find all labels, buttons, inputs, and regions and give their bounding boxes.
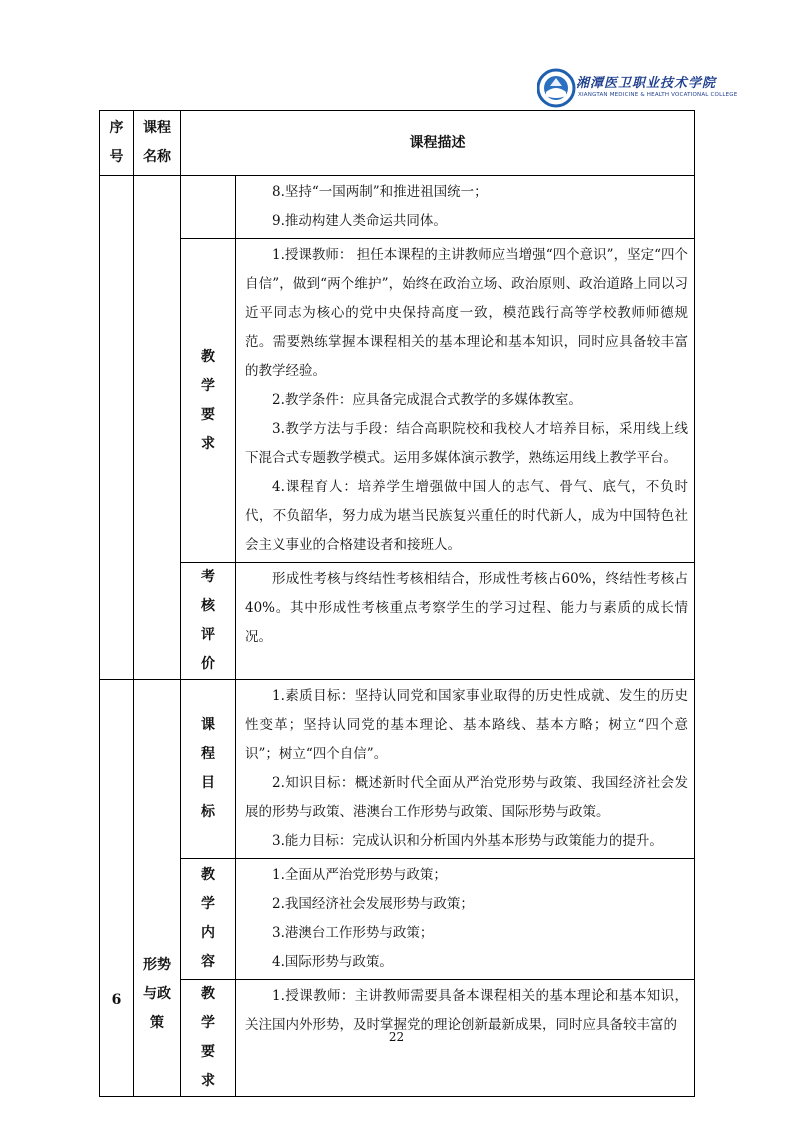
logo-subtitle: XIANGTAN MEDICINE & HEALTH VOCATIONAL COLLEGE — [578, 92, 738, 98]
goal-item: 3.能力目标：完成认识和分析国内外基本形势与政策能力的提升。 — [272, 833, 663, 849]
sub-label-assessment: 考核评价 — [181, 563, 236, 680]
page-number: 22 — [388, 1030, 405, 1044]
sub-label-teaching-req: 教学要求 — [181, 239, 236, 563]
cont-sub-empty — [181, 176, 236, 239]
sub-label-course-goal: 课程目标 — [181, 680, 236, 859]
table-row — [100, 176, 695, 239]
course-goal-desc — [236, 680, 695, 859]
cont-line: 9.推动构建人类命运共同体。 — [272, 213, 447, 229]
content-item: 2.我国经济社会发展形势与政策； — [272, 896, 474, 912]
col-header-num: 序号 — [100, 111, 134, 176]
content-item: 1.全面从严治党形势与政策； — [272, 867, 447, 883]
table-row — [100, 239, 695, 563]
teaching-content-desc — [236, 859, 695, 980]
col-header-desc: 课程描述 — [181, 111, 695, 176]
course-table — [99, 110, 695, 1097]
table-row — [100, 680, 695, 859]
cont-line: 8.坚持“一国两制”和推进祖国统一； — [272, 184, 488, 200]
req-text: 1.授课教师：主讲教师需要具备本课程相关的基本理论和基本知识，关注国内外形势，及时掌握党的理论创新最新成果，同时应具备较丰富的 — [245, 988, 688, 1033]
table-row — [100, 859, 695, 980]
teaching-req-desc — [236, 239, 695, 563]
teaching-req-item: 3.教学方法与手段：结合高职院校和我校人才培养目标，采用线上线下混合式专题教学模式。运用多媒体演示教学，熟练运用线上教学平台。 — [245, 421, 688, 466]
table-row — [100, 563, 695, 680]
goal-item: 2.知识目标：概述新时代全面从严治党形势与政策、我国经济社会发展的形势与政策、港澳台工作形势与政策、国际形势与政策。 — [245, 775, 688, 820]
sub-label-teaching-req-2: 教学要求 — [181, 980, 236, 1097]
table-header-row — [100, 111, 695, 176]
teaching-req-item: 2.教学条件：应具备完成混合式教学的多媒体教室。 — [272, 392, 582, 408]
teaching-req-item: 4.课程育人：培养学生增强做中国人的志气、骨气、底气，不负时代，不负韶华，努力成为堪当民族复兴重任的时代新人，成为中国特色社会主义事业的合格建设者和接班人。 — [245, 479, 688, 553]
teaching-req-item: 1.授课教师： 担任本课程的主讲教师应当增强“四个意识”，坚定“四个自信”，做到“两个维护”，始终在政治立场、政治原则、政治道路上同以习近平同志为核心的党中央保持高度一致，模范践行高等学校教师师德规范。需要熟练掌握本课程相关的基本理论和基本知识，同时应具备较丰富的教学经验。 — [245, 247, 688, 379]
course-name: 形势与政策 — [134, 680, 181, 1097]
cont-name-cell — [134, 176, 181, 680]
course-number: 6 — [100, 680, 134, 1097]
logo-text: 湘潭医卫职业技术学院 — [576, 76, 717, 91]
goal-item: 1.素质目标：坚持认同党和国家事业取得的历史性成就、发生的历史性变革；坚持认同党的基本理论、基本路线、基本方略；树立“四个意识”；树立“四个自信”。 — [245, 688, 688, 762]
content-item: 3.港澳台工作形势与政策； — [272, 925, 434, 941]
sub-label-teaching-content: 教学内容 — [181, 859, 236, 980]
content-item: 4.国际形势与政策。 — [272, 954, 393, 970]
cont-desc-cell — [236, 176, 695, 239]
assessment-desc — [236, 563, 695, 680]
col-header-name: 课程名称 — [134, 111, 181, 176]
assessment-text: 形成性考核与终结性考核相结合，形成性考核占60%，终结性考核占40%。其中形成性考核重点考察学生的学习过程、能力与素质的成长情况。 — [245, 571, 688, 645]
cont-num-cell — [100, 176, 134, 680]
